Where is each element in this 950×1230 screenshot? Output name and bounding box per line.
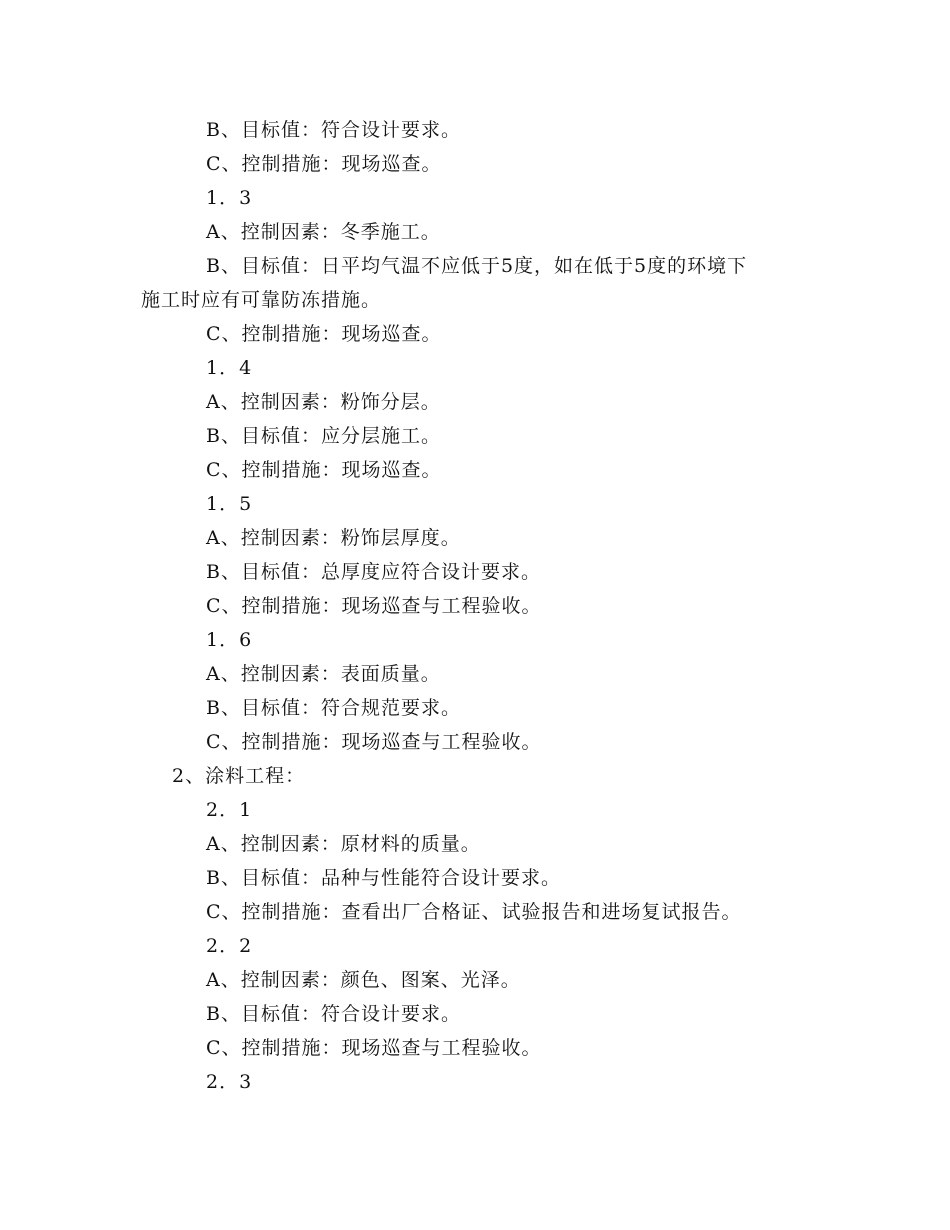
subsection-number: 2．1 xyxy=(206,799,253,821)
text-line: C、控制措施：现场巡查与工程验收。 xyxy=(206,595,542,617)
text-line: A、控制因素：表面质量。 xyxy=(206,663,441,685)
subsection-number: 1．3 xyxy=(206,187,253,209)
text-line: B、目标值：日平均气温不应低于5度，如在低于5度的环境下 xyxy=(206,255,748,277)
subsection-number: 2．2 xyxy=(206,935,253,957)
text-line: B、目标值：符合设计要求。 xyxy=(206,1003,461,1025)
text-line: C、控制措施：现场巡查与工程验收。 xyxy=(206,1037,542,1059)
text-line: C、控制措施：查看出厂合格证、试验报告和进场复试报告。 xyxy=(206,901,742,923)
text-line: B、目标值：应分层施工。 xyxy=(206,425,441,447)
subsection-number: 1．5 xyxy=(206,493,253,515)
text-line: C、控制措施：现场巡查。 xyxy=(206,459,442,481)
subsection-number: 2．3 xyxy=(206,1071,253,1093)
text-line: B、目标值：符合规范要求。 xyxy=(206,697,461,719)
text-line: A、控制因素：原材料的质量。 xyxy=(206,833,481,855)
subsection-number: 1．4 xyxy=(206,357,253,379)
text-line-continuation: 施工时应有可靠防冻措施。 xyxy=(141,289,382,311)
text-line: C、控制措施：现场巡查与工程验收。 xyxy=(206,731,542,753)
text-line: B、目标值：总厚度应符合设计要求。 xyxy=(206,561,541,583)
text-line: A、控制因素：颜色、图案、光泽。 xyxy=(206,969,521,991)
text-line: C、控制措施：现场巡查。 xyxy=(206,323,442,345)
text-line: A、控制因素：粉饰层厚度。 xyxy=(206,527,461,549)
text-line: A、控制因素：冬季施工。 xyxy=(206,221,441,243)
text-line: B、目标值：符合设计要求。 xyxy=(206,119,461,141)
subsection-number: 1．6 xyxy=(206,629,253,651)
section-heading: 2、涂料工程： xyxy=(172,765,306,787)
text-line: A、控制因素：粉饰分层。 xyxy=(206,391,441,413)
document-body xyxy=(141,113,821,1099)
text-line: B、目标值：品种与性能符合设计要求。 xyxy=(206,867,561,889)
text-line: C、控制措施：现场巡查。 xyxy=(206,153,442,175)
